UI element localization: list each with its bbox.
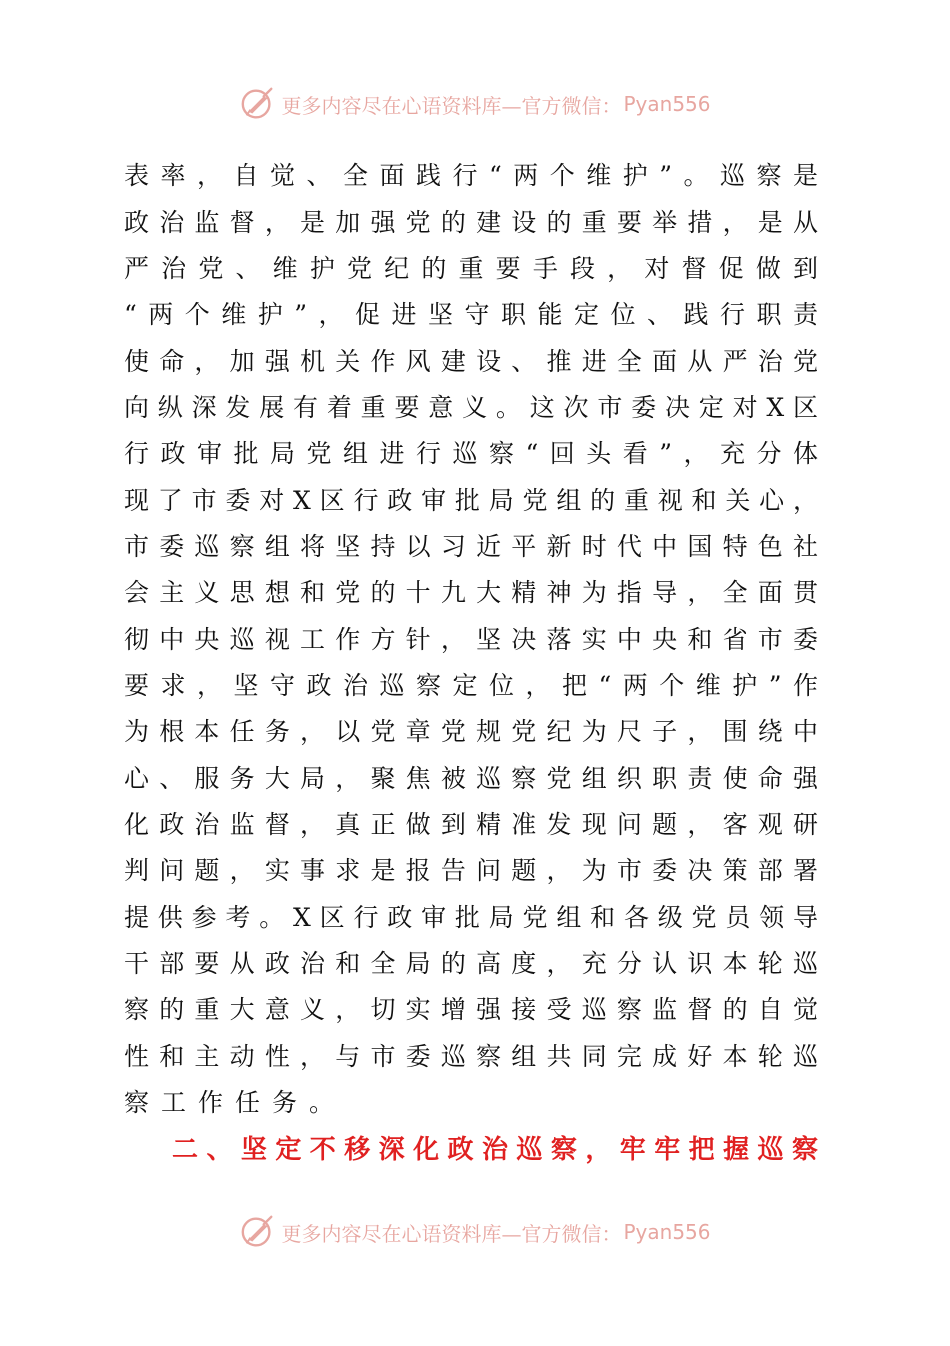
body-line: 干部要从政治和全局的高度，充分认识本轮巡 <box>124 949 818 978</box>
body-line: 市委巡察组将坚持以习近平新时代中国特色社 <box>124 532 818 561</box>
body-line: 行政审批局党组进行巡察“回头看”，充分体 <box>124 439 818 468</box>
body-line: 会主义思想和党的十九大精神为指导，全面贯 <box>124 578 818 607</box>
body-line: 心、服务大局，聚焦被巡察党组织职责使命强 <box>124 764 818 793</box>
watermark-banner-top <box>0 82 950 126</box>
body-line: 使命，加强机关作风建设、推进全面从严治党 <box>124 347 818 376</box>
body-line: 化政治监督，真正做到精准发现问题，客观研 <box>124 810 818 839</box>
body-line: 为根本任务，以党章党规党纪为尺子，围绕中 <box>124 717 818 746</box>
body-line: 要求，坚守政治巡察定位，把“两个维护”作 <box>124 671 818 700</box>
watermark-account: Pyan556 <box>623 92 711 116</box>
body-line: 政治监督，是加强党的建设的重要举措，是从 <box>124 208 818 237</box>
body-line: 现了市委对X区行政审批局党组的重视和关心， <box>124 486 818 515</box>
pen-logo-icon <box>239 1213 277 1251</box>
body-line: 提供参考。X区行政审批局党组和各级党员领导 <box>124 903 818 932</box>
pen-logo-icon <box>239 85 277 123</box>
body-line: 判问题，实事求是报告问题，为市委决策部署 <box>124 856 818 885</box>
body-line: 察的重大意义，切实增强接受巡察监督的自觉 <box>124 995 818 1024</box>
body-line: 表率，自觉、全面践行“两个维护”。巡察是 <box>124 161 818 190</box>
watermark-text: 更多内容尽在心语资料库—官方微信： <box>281 1221 622 1246</box>
body-line: 彻中央巡视工作方针，坚决落实中央和省市委 <box>124 625 818 654</box>
body-line-last: 察工作任务。 <box>124 1088 347 1117</box>
body-line: 严治党、维护党纪的重要手段，对督促做到 <box>124 254 818 283</box>
watermark-banner-bottom <box>0 1210 950 1254</box>
section-heading: 二、坚定不移深化政治巡察，牢牢把握巡察 <box>172 1135 818 1165</box>
watermark-account: Pyan556 <box>623 1220 711 1244</box>
body-line: 性和主动性，与市委巡察组共同完成好本轮巡 <box>124 1042 818 1071</box>
body-line: 向纵深发展有着重要意义。这次市委决定对X区 <box>124 393 818 422</box>
watermark-text: 更多内容尽在心语资料库—官方微信： <box>281 93 622 118</box>
body-line: “两个维护”，促进坚守职能定位、践行职责 <box>124 300 818 329</box>
